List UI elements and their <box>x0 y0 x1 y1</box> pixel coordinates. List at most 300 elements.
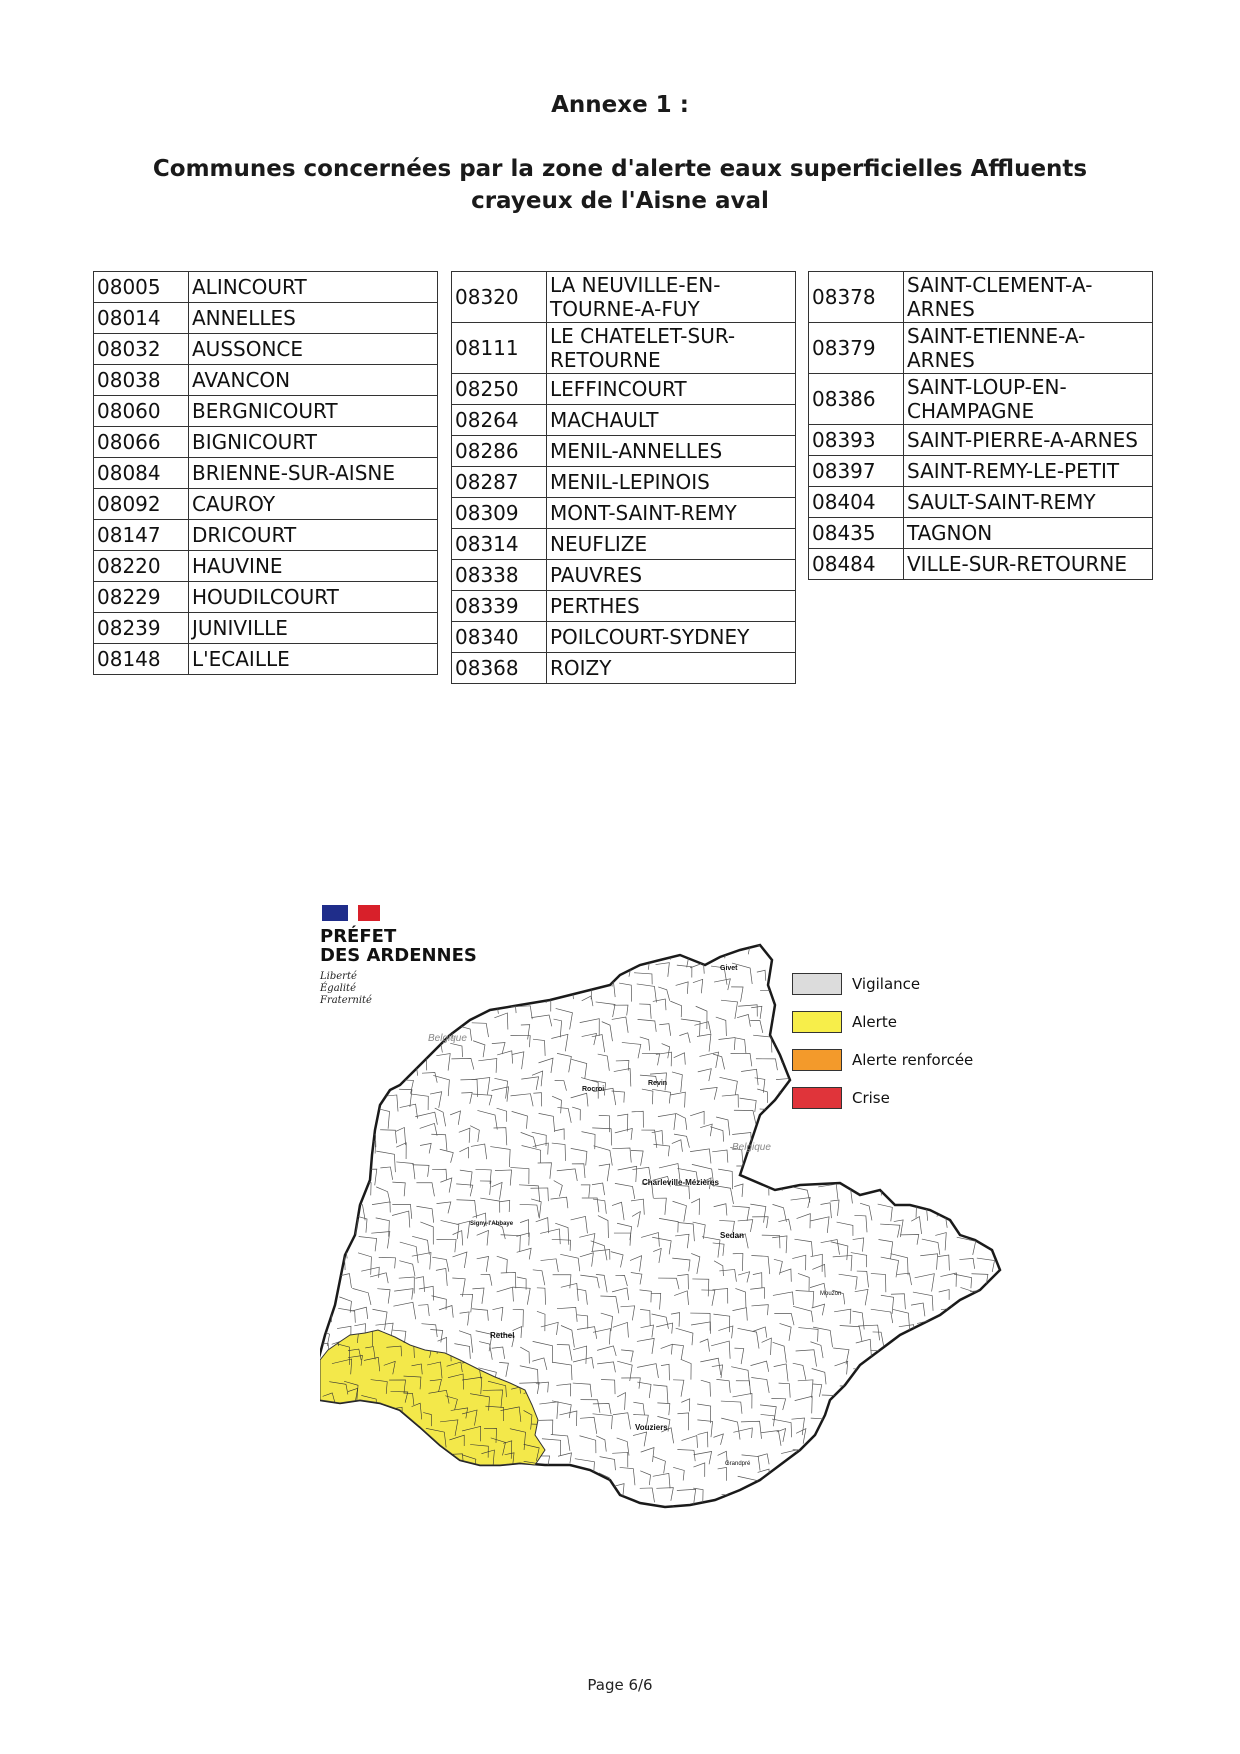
commune-boundary <box>359 1076 378 1087</box>
insee-code: 08229 <box>94 582 189 613</box>
commune-boundary <box>511 1529 521 1541</box>
commune-boundary <box>421 1452 438 1464</box>
commune-boundary <box>991 1129 1006 1143</box>
commune-boundary <box>422 1485 437 1504</box>
commune-boundary <box>853 1509 865 1519</box>
map-label-charleville: Charleville-Mézières <box>642 1178 719 1187</box>
commune-boundary <box>881 1529 903 1544</box>
commune-boundary <box>418 948 428 965</box>
commune-boundary <box>351 1493 362 1509</box>
commune-boundary <box>912 1140 925 1151</box>
commune-boundary <box>978 947 988 957</box>
commune-boundary <box>893 1341 912 1353</box>
commune-boundary <box>820 1158 833 1169</box>
commune-boundary <box>873 1432 890 1446</box>
commune-boundary <box>913 1131 934 1144</box>
commune-boundary <box>500 1487 511 1503</box>
commune-boundary <box>932 1165 943 1186</box>
commune-boundary <box>913 1417 924 1431</box>
commune-boundary <box>855 1453 870 1464</box>
commune-boundary <box>535 1493 547 1508</box>
commune-boundary <box>320 1475 326 1490</box>
commune-boundary <box>593 1504 606 1514</box>
commune-boundary <box>481 1502 496 1514</box>
commune-boundary <box>779 1092 793 1109</box>
commune-name: MACHAULT <box>547 405 796 436</box>
commune-boundary <box>991 1455 1009 1467</box>
commune-boundary <box>955 1415 964 1433</box>
commune-name: POILCOURT-SYDNEY <box>547 622 796 653</box>
commune-boundary <box>955 1467 973 1483</box>
commune-boundary <box>336 1529 353 1545</box>
commune-boundary <box>412 1038 424 1055</box>
commune-boundary <box>798 1528 814 1540</box>
commune-boundary <box>320 1003 330 1018</box>
commune-boundary <box>320 1054 324 1070</box>
commune-boundary <box>817 1150 838 1162</box>
commune-boundary <box>396 1528 406 1542</box>
commune-boundary <box>452 1002 469 1020</box>
commune-boundary <box>322 986 341 999</box>
commune-boundary <box>394 1467 403 1479</box>
commune-boundary <box>893 1397 905 1413</box>
commune-boundary <box>320 1232 336 1244</box>
commune-boundary <box>955 1200 968 1217</box>
commune-boundary <box>404 1426 420 1436</box>
commune-boundary <box>392 1453 412 1467</box>
commune-name: NEUFLIZE <box>547 529 796 560</box>
commune-boundary <box>479 1494 499 1507</box>
commune-boundary <box>895 1418 905 1433</box>
commune-boundary <box>941 1144 956 1160</box>
commune-boundary <box>930 1510 940 1525</box>
commune-boundary <box>437 948 447 964</box>
commune-boundary <box>916 1455 928 1467</box>
commune-boundary <box>991 1378 1010 1392</box>
table-row <box>94 551 438 582</box>
commune-boundary <box>320 1072 339 1084</box>
commune-boundary <box>979 1431 991 1441</box>
table-row <box>452 498 796 529</box>
commune-boundary <box>958 1134 971 1150</box>
commune-boundary <box>374 963 383 980</box>
commune-boundary <box>425 1441 439 1459</box>
commune-boundary <box>894 1364 908 1383</box>
commune-boundary <box>818 1509 836 1524</box>
commune-boundary <box>491 986 501 1002</box>
commune-boundary <box>327 1439 339 1450</box>
commune-boundary <box>839 1143 848 1158</box>
commune-boundary <box>815 1127 834 1142</box>
table-row <box>452 653 796 684</box>
commune-boundary <box>359 1413 374 1426</box>
commune-boundary <box>333 1415 345 1429</box>
commune-boundary <box>332 1163 340 1178</box>
commune-boundary <box>450 983 462 998</box>
commune-boundary <box>853 1413 871 1429</box>
commune-boundary <box>381 1424 401 1439</box>
insee-code: 08435 <box>809 518 904 549</box>
insee-code: 08484 <box>809 549 904 580</box>
commune-boundary <box>382 1042 398 1059</box>
commune-boundary <box>551 967 569 984</box>
table-row <box>452 591 796 622</box>
commune-boundary <box>320 1115 334 1130</box>
insee-code: 08148 <box>94 644 189 675</box>
commune-boundary <box>338 1013 358 1025</box>
commune-boundary <box>456 1503 473 1519</box>
table-row <box>809 549 1153 580</box>
commune-boundary <box>320 1200 327 1217</box>
legend-item-vigilance <box>792 965 1002 1003</box>
map-label-signy: Signy-l'Abbaye <box>470 1221 514 1227</box>
commune-boundary <box>962 1139 974 1154</box>
commune-boundary <box>376 1003 395 1021</box>
commune-boundary <box>357 1005 370 1021</box>
commune-boundary <box>973 1529 984 1540</box>
table-row <box>452 374 796 405</box>
commune-boundary <box>390 988 405 1006</box>
legend-item-alerte <box>792 1003 1002 1041</box>
table-row <box>809 487 1153 518</box>
commune-boundary <box>333 1484 346 1497</box>
commune-boundary <box>328 1461 341 1477</box>
commune-boundary <box>900 1374 916 1390</box>
commune-boundary <box>431 1457 446 1472</box>
commune-boundary <box>371 981 384 993</box>
commune-name: PAUVRES <box>547 560 796 591</box>
commune-boundary <box>392 1491 407 1512</box>
commune-boundary <box>858 1433 870 1449</box>
commune-boundary <box>521 984 541 996</box>
commune-boundary <box>952 1186 962 1203</box>
commune-name: TAGNON <box>904 518 1153 549</box>
commune-boundary <box>981 1308 996 1329</box>
commune-boundary <box>336 1079 348 1096</box>
commune-boundary <box>451 954 462 970</box>
commune-boundary <box>953 1509 968 1522</box>
commune-boundary <box>476 1471 497 1487</box>
insee-code: 08404 <box>809 487 904 518</box>
commune-boundary <box>659 1525 678 1542</box>
commune-boundary <box>953 1361 965 1372</box>
insee-code: 08092 <box>94 489 189 520</box>
commune-boundary <box>518 1486 533 1507</box>
commune-boundary <box>691 945 708 959</box>
commune-boundary <box>377 945 390 963</box>
commune-boundary <box>899 1488 914 1506</box>
table-row <box>452 467 796 498</box>
commune-boundary <box>998 1163 1010 1174</box>
commune-name: BERGNICOURT <box>189 396 438 427</box>
map-label-grandpre: Grandpré <box>725 1461 751 1467</box>
insee-code: 08220 <box>94 551 189 582</box>
commune-boundary <box>367 1424 378 1439</box>
commune-boundary <box>336 1095 350 1110</box>
commune-boundary <box>978 1144 991 1157</box>
commune-boundary <box>320 1508 331 1519</box>
commune-name: LA NEUVILLE-EN-TOURNE-A-FUY <box>547 272 796 323</box>
table-row <box>94 582 438 613</box>
commune-boundary <box>422 1523 433 1540</box>
commune-name: AUSSONCE <box>189 334 438 365</box>
commune-boundary <box>590 1488 607 1505</box>
commune-boundary <box>542 967 554 982</box>
commune-boundary <box>635 1510 652 1527</box>
map-label-sedan: Sedan <box>720 1231 745 1240</box>
commune-boundary <box>894 1469 911 1481</box>
commune-boundary <box>412 1512 426 1529</box>
table-row <box>809 374 1153 425</box>
commune-boundary <box>998 1309 1010 1330</box>
commune-boundary <box>957 1327 966 1344</box>
commune-boundary <box>856 1403 871 1417</box>
commune-boundary <box>385 1478 395 1496</box>
insee-code: 08287 <box>452 467 547 498</box>
commune-boundary <box>874 1150 884 1163</box>
commune-name: HOUDILCOURT <box>189 582 438 613</box>
commune-boundary <box>592 1518 604 1536</box>
commune-boundary <box>820 1454 833 1470</box>
devise-liberte: Liberté <box>320 971 357 982</box>
commune-boundary <box>380 1512 396 1526</box>
commune-boundary <box>778 967 790 983</box>
commune-boundary <box>713 1509 722 1523</box>
commune-boundary <box>558 1528 572 1541</box>
commune-boundary <box>821 1474 832 1486</box>
insee-code: 08014 <box>94 303 189 334</box>
commune-boundary <box>480 1528 502 1544</box>
commune-boundary <box>320 948 325 962</box>
commune-boundary <box>331 1436 348 1452</box>
commune-boundary <box>892 1503 912 1518</box>
table-row <box>452 323 796 374</box>
commune-boundary <box>339 1196 356 1207</box>
map-label-mouzon: Mouzon <box>820 1291 842 1297</box>
commune-boundary <box>574 1474 582 1489</box>
commune-boundary <box>859 1377 877 1391</box>
legend-swatch <box>792 1049 842 1071</box>
commune-boundary <box>913 1361 931 1379</box>
commune-boundary <box>994 1494 1010 1507</box>
commune-boundary <box>553 1475 568 1489</box>
commune-boundary <box>432 1522 442 1536</box>
commune-boundary <box>836 1132 850 1146</box>
table-row <box>809 272 1153 323</box>
commune-boundary <box>401 961 414 971</box>
commune-boundary <box>480 1476 499 1498</box>
commune-boundary <box>375 1054 388 1067</box>
commune-boundary <box>915 946 936 960</box>
commune-boundary <box>352 1456 368 1470</box>
commune-boundary <box>332 1125 351 1137</box>
commune-name: SAINT-LOUP-EN-CHAMPAGNE <box>904 374 1153 425</box>
commune-boundary <box>320 970 325 987</box>
commune-boundary <box>856 1153 869 1172</box>
commune-name: PERTHES <box>547 591 796 622</box>
table-row <box>809 456 1153 487</box>
insee-code: 08378 <box>809 272 904 323</box>
commune-boundary <box>997 1279 1010 1297</box>
commune-name: BRIENNE-SUR-AISNE <box>189 458 438 489</box>
commune-boundary <box>773 1114 790 1128</box>
commune-boundary <box>444 1476 453 1493</box>
commune-boundary <box>931 1457 946 1477</box>
devise-egalite: Égalité <box>320 983 356 994</box>
commune-boundary <box>873 1378 886 1388</box>
commune-boundary <box>580 1502 590 1519</box>
commune-boundary <box>933 1380 950 1396</box>
commune-name: L'ECAILLE <box>189 644 438 675</box>
commune-boundary <box>413 987 431 998</box>
commune-boundary <box>951 949 966 965</box>
commune-boundary <box>462 1472 480 1489</box>
commune-boundary <box>991 1241 1010 1252</box>
commune-boundary <box>339 1055 359 1069</box>
commune-boundary <box>340 964 354 979</box>
commune-boundary <box>363 1475 383 1488</box>
commune-boundary <box>852 1472 861 1487</box>
commune-boundary <box>335 1467 349 1483</box>
commune-boundary <box>841 1115 852 1129</box>
commune-boundary <box>918 1185 932 1204</box>
commune-boundary <box>355 1054 367 1065</box>
commune-boundary <box>998 1181 1010 1197</box>
commune-boundary <box>932 1410 951 1424</box>
commune-boundary <box>320 1487 332 1501</box>
commune-boundary <box>532 1469 549 1487</box>
commune-boundary <box>320 1521 330 1532</box>
commune-boundary <box>733 1528 753 1540</box>
insee-code: 08397 <box>809 456 904 487</box>
commune-boundary <box>979 1483 987 1500</box>
commune-boundary <box>918 1379 934 1400</box>
commune-boundary <box>776 1168 784 1185</box>
commune-boundary <box>477 949 494 962</box>
commune-boundary <box>383 1446 391 1459</box>
commune-boundary <box>553 953 574 975</box>
commune-boundary <box>973 1416 987 1430</box>
commune-boundary <box>872 1493 881 1512</box>
commune-boundary <box>781 1470 794 1481</box>
page-number: Page 6/6 <box>587 1676 653 1694</box>
legend-item-alerte-renforcee <box>792 1041 1002 1079</box>
commune-boundary <box>1001 1201 1010 1219</box>
commune-boundary <box>362 1468 375 1481</box>
commune-name: SAINT-CLEMENT-A-ARNES <box>904 272 1153 323</box>
commune-boundary <box>918 1485 941 1498</box>
commune-name: LE CHATELET-SUR-RETOURNE <box>547 323 796 374</box>
commune-boundary <box>995 1143 1010 1155</box>
commune-boundary <box>876 1164 888 1179</box>
commune-name: BIGNICOURT <box>189 427 438 458</box>
commune-boundary <box>398 1509 417 1524</box>
table-row <box>809 425 1153 456</box>
commune-boundary <box>919 1164 939 1184</box>
insee-code: 08147 <box>94 520 189 551</box>
commune-boundary <box>794 1495 811 1507</box>
commune-boundary <box>502 1468 522 1478</box>
commune-boundary <box>340 1179 348 1194</box>
commune-boundary <box>919 1433 931 1450</box>
commune-boundary <box>977 1386 991 1398</box>
commune-boundary <box>991 1414 1004 1431</box>
commune-boundary <box>931 1322 944 1333</box>
commune-boundary <box>975 1330 991 1342</box>
commune-boundary <box>461 972 475 990</box>
insee-code: 08005 <box>94 272 189 303</box>
commune-boundary <box>871 1467 880 1481</box>
commune-boundary <box>880 1510 891 1529</box>
commune-boundary <box>391 1006 403 1028</box>
commune-boundary <box>501 1521 516 1539</box>
commune-boundary <box>538 1507 552 1524</box>
legend-label: Alerte <box>852 1013 897 1031</box>
commune-boundary <box>344 1422 357 1437</box>
legend-label: Alerte renforcée <box>852 1051 974 1069</box>
commune-name: AVANCON <box>189 365 438 396</box>
commune-boundary <box>360 1093 377 1112</box>
devise-fraternite: Fraternité <box>320 995 372 1006</box>
commune-boundary <box>872 1361 881 1375</box>
table-row <box>452 272 796 323</box>
commune-boundary <box>320 1019 321 1032</box>
commune-boundary <box>401 1040 417 1062</box>
commune-boundary <box>438 1512 448 1530</box>
commune-name: MENIL-ANNELLES <box>547 436 796 467</box>
commune-boundary <box>521 948 534 965</box>
commune-boundary <box>320 1097 326 1113</box>
commune-name: ROIZY <box>547 653 796 684</box>
commune-name: LEFFINCOURT <box>547 374 796 405</box>
commune-boundary <box>331 953 346 969</box>
commune-boundary <box>979 1216 998 1234</box>
commune-boundary <box>395 1453 403 1469</box>
commune-name: SAINT-REMY-LE-PETIT <box>904 456 1153 487</box>
commune-boundary <box>842 1523 852 1540</box>
commune-boundary <box>320 1417 329 1427</box>
commune-boundary <box>441 1473 457 1489</box>
commune-boundary <box>577 963 586 980</box>
commune-boundary <box>400 1017 408 1037</box>
commune-boundary <box>348 1459 360 1478</box>
commune-boundary <box>913 1468 929 1488</box>
commune-boundary <box>801 1474 816 1490</box>
commune-boundary <box>934 1200 954 1212</box>
commune-boundary <box>701 1505 711 1521</box>
map-label-vouziers: Vouziers <box>635 1423 668 1432</box>
map-label-belgique-west: Belgique <box>428 1033 467 1044</box>
commune-boundary <box>471 965 481 985</box>
commune-boundary <box>352 1108 363 1126</box>
document-subtitle: Communes concernées par la zone d'alerte eaux superficielles Affluents crayeux de l'Aisne aval <box>152 156 1088 214</box>
commune-boundary <box>451 1467 464 1481</box>
insee-code: 08264 <box>452 405 547 436</box>
commune-boundary <box>858 1130 874 1145</box>
commune-boundary <box>835 949 850 966</box>
commune-boundary <box>801 1134 813 1154</box>
commune-boundary <box>774 1490 792 1504</box>
insee-code: 08066 <box>94 427 189 458</box>
commune-boundary <box>832 1470 850 1486</box>
commune-boundary <box>802 1504 815 1520</box>
commune-boundary <box>893 1457 909 1473</box>
commune-boundary <box>320 1289 322 1306</box>
legend-swatch <box>792 973 842 995</box>
commune-boundary <box>900 1439 918 1460</box>
commune-name: MENIL-LEPINOIS <box>547 467 796 498</box>
commune-boundary <box>895 1150 912 1168</box>
